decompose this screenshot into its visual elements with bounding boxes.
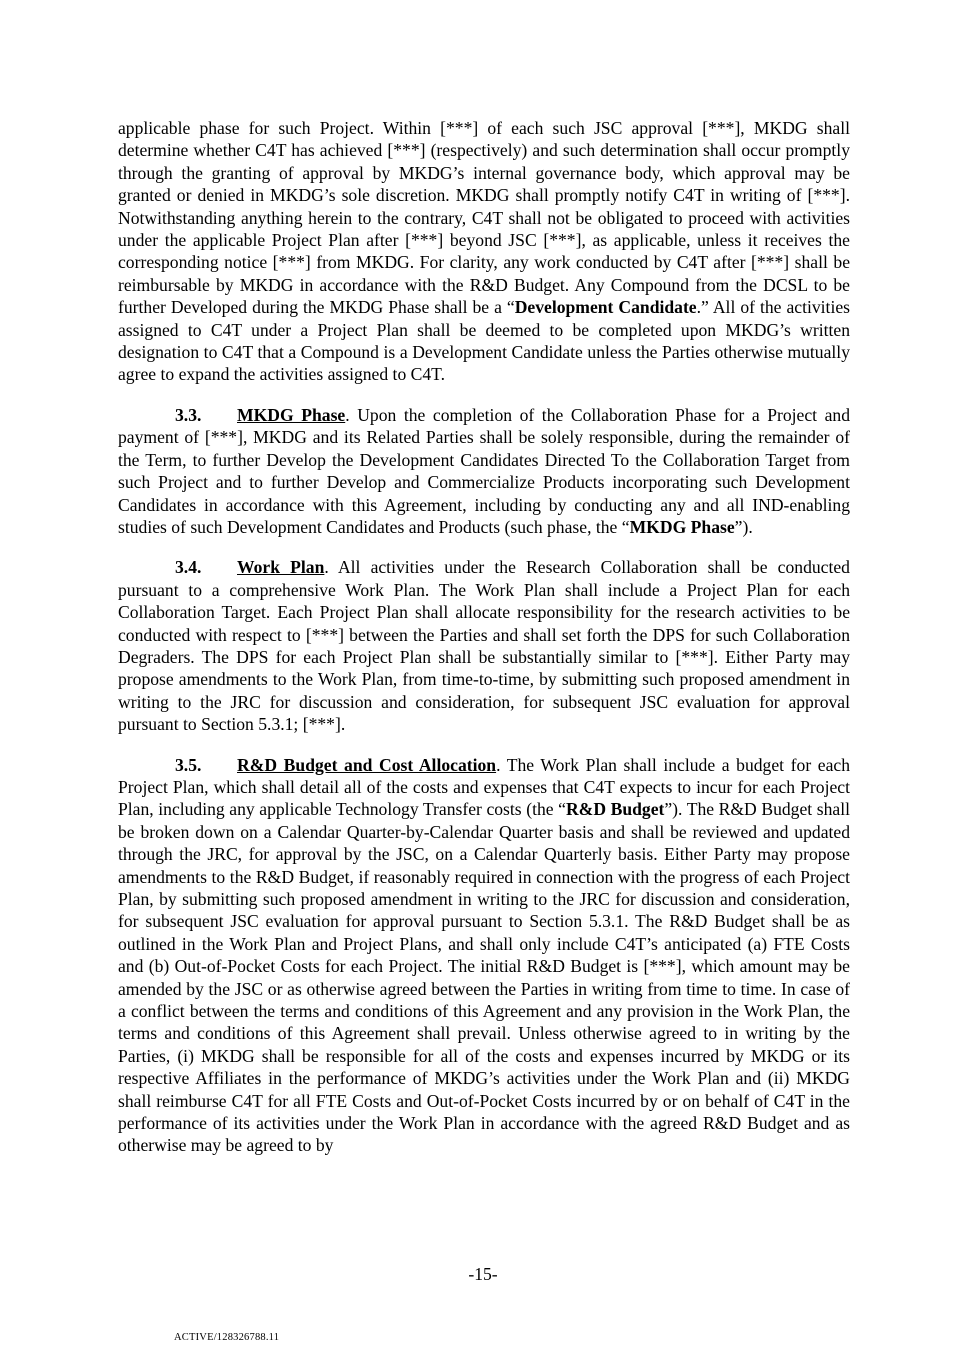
section-3-4 xyxy=(118,556,850,735)
section-3-5-heading: R&D Budget and Cost Allocation xyxy=(237,754,497,775)
section-3-3-text-a: . Upon the completion of the Collaboration Phase for a Project and payment of [***], MKDG and its Related Parties shall be solely responsible, during the remainder of the Term, to further Develop the Development Candidates Directed To the Collaboration Target from such Project and to further Develop and Commercialize Products incorporating such Development Candidates in accordance with this Agreement, including by conducting any and all IND-enabling studies of such Development Candidates and Products (such phase, the “ xyxy=(118,404,850,537)
body-text xyxy=(118,117,850,1175)
defined-term-mkdg-phase: MKDG Phase xyxy=(629,516,735,537)
section-3-2-text-b: .” All of the activities assigned to C4T under a Project Plan shall be deemed to be completed upon MKDG’s written designation to C4T that a Compound is a Development Candidate unless the Parties otherwise mutually agree to expand the activities assigned to C4T. xyxy=(118,297,850,385)
document-id: ACTIVE/128326788.11 xyxy=(174,1332,280,1343)
section-3-5-text-b: ”). The R&D Budget shall be broken down on a Calendar Quarter-by-Calendar Quarter basis and shall be reviewed and updated through the JRC, for approval by the JSC, on a Calendar Quarterly basis. Either Party may propose amendments to the R&D Budget, if reasonably required in connection with the progress of each Project Plan, by submitting such proposed amendment in writing to the JRC for discussion and consideration, for subsequent JSC evaluation for approval pursuant to Section 5.3.1. The R&D Budget shall be as outlined in the Work Plan and Project Plans, and shall only include C4T’s anticipated (a) FTE Costs and (b) Out-of-Pocket Costs for each Project. The initial R&D Budget is [***], which amount may be amended by the JSC or as otherwise agreed between the Parties in writing from time to time. In case of a conflict between the terms and conditions of this Agreement and any provision in the Work Plan, the terms and conditions of this Agreement shall prevail. Unless otherwise agreed to in writing by the Parties, (i) MKDG shall be responsible for all of the costs and expenses incurred by MKDG or its respective Affiliates in the performance of MKDG’s activities under the Work Plan and (ii) MKDG shall reimburse C4T for all FTE Costs and Out-of-Pocket Costs incurred by or on behalf of C4T in the performance of its activities under the Work Plan in accordance with the agreed R&D Budget and as otherwise may be agreed to by xyxy=(118,799,850,1156)
section-3-5-text-a: . The Work Plan shall include a budget for each Project Plan, which shall detail all of the costs and expenses that C4T expects to incur for each Project Plan, including any applicable Technology Transfer costs (the “ xyxy=(118,754,851,820)
section-3-5 xyxy=(118,754,850,1157)
section-3-4-number: 3.4. xyxy=(175,557,202,578)
section-3-3-heading: MKDG Phase xyxy=(237,404,346,425)
defined-term-rd-budget: R&D Budget xyxy=(565,799,665,820)
section-3-2-continuation xyxy=(118,117,850,386)
section-3-3-text-b: ”). xyxy=(734,516,753,537)
section-3-2-text-a: applicable phase for such Project. Within [***] of each such JSC approval [***], MKDG shall determine whether C4T has achieved [***] (respectively) and such determination shall occur promptly through the granting of approval by MKDG’s internal governance body, which approval may be granted or denied in MKDG’s sole discretion. MKDG shall promptly notify C4T in writing of [***]. Notwithstanding anything herein to the contrary, C4T shall not be obligated to proceed with activities under the applicable Project Plan after [***] beyond JSC [***], as applicable, unless it receives the corresponding notice [***] from MKDG. For clarity, any work conducted by C4T after [***] shall be reimbursable by MKDG in accordance with the R&D Budget. Any Compound from the DCSL to be further Developed during the MKDG Phase shall be a “ xyxy=(118,118,850,318)
section-3-3 xyxy=(118,404,850,538)
section-3-4-heading: Work Plan xyxy=(237,557,325,578)
section-3-5-number: 3.5. xyxy=(175,754,202,775)
section-3-4-text-a: . All activities under the Research Collaboration shall be conducted pursuant to a comprehensive Work Plan. The Work Plan shall include a Project Plan for each Collaboration Target. Each Project Plan shall allocate responsibility for the research activities to be conducted with respect to [***] between the Parties and shall set forth the DPS for such Collaboration Degraders. The DPS for each Project Plan shall be substantially similar to [***]. Either Party may propose amendments to the Work Plan, from time-to-time, by submitting such proposed amendment in writing to the JRC for discussion and consideration, for subsequent JSC evaluation for approval pursuant to Section 5.3.1; [***]. xyxy=(118,557,850,735)
section-3-3-number: 3.3. xyxy=(175,404,202,425)
defined-term-development-candidate: Development Candidate xyxy=(514,297,697,318)
page-number: -15- xyxy=(468,1264,498,1284)
